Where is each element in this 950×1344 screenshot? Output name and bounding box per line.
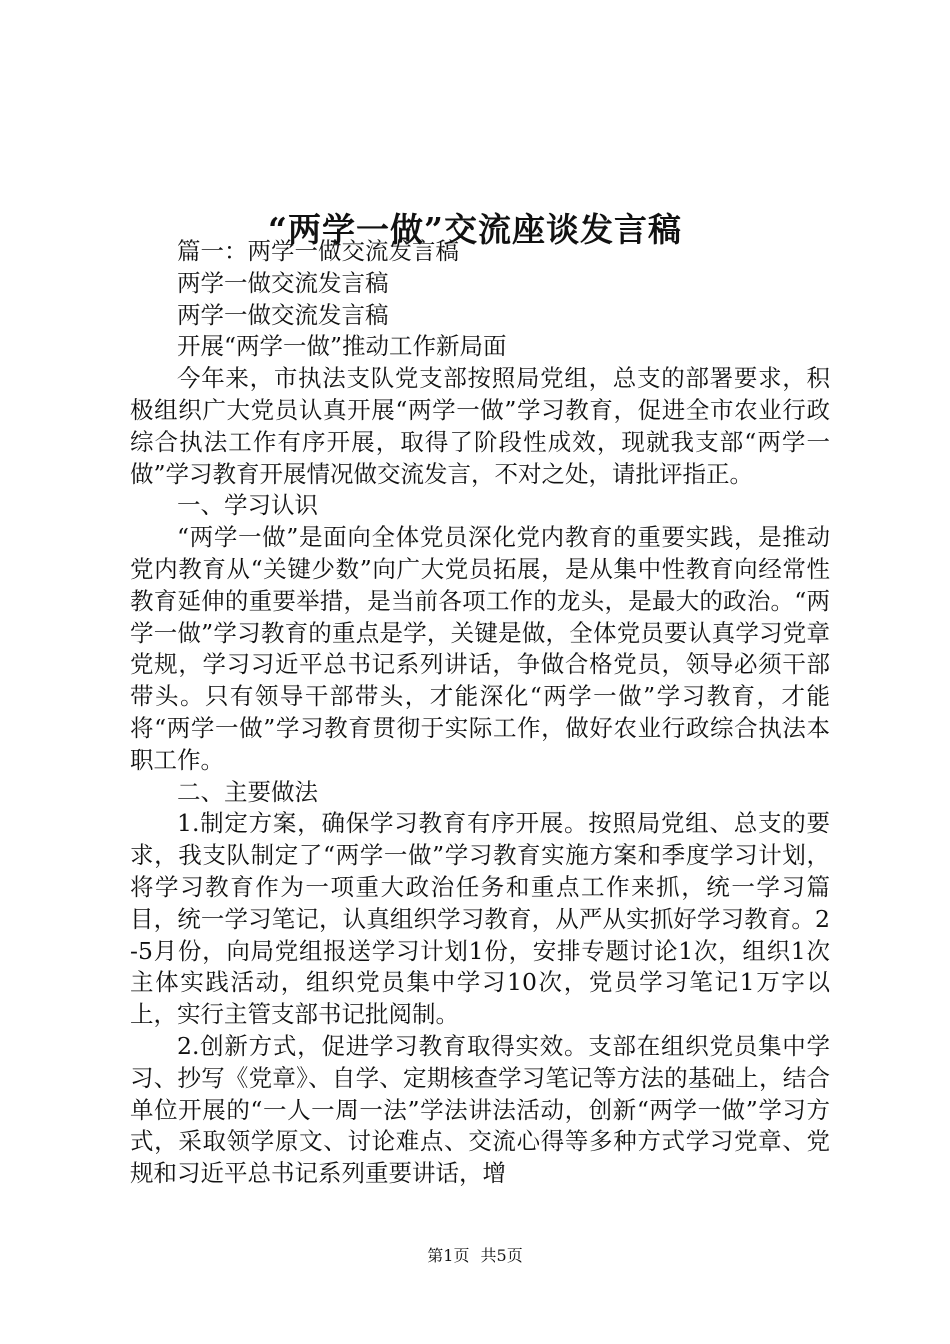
paragraph: 今年来，市执法支队党支部按照局党组，总支的部署要求，积极组织广大党员认真开展“两学一做”学习教育，促进全市农业行政综合执法工作有序开展，取得了阶段性成效，现就我支部“两学一做”学习教育开展情况做交流发言，不对之处，请批评指正。 [130,364,830,488]
section-heading: 一、学习认识 [177,491,318,520]
document-title: “两学一做”交流座谈发言稿 [268,210,682,250]
page-footer [0,1244,950,1268]
paragraph: 篇一：两学一做交流发言稿 [177,237,459,265]
paragraph: 两学一做交流发言稿 [177,268,389,297]
paragraph: 开展“两学一做”推动工作新局面 [177,332,507,361]
paragraph: 两学一做交流发言稿 [177,300,389,329]
page-total: 共5页 [480,1246,523,1265]
page-number: 第1页 [427,1246,470,1265]
paragraph: 2.创新方式，促进学习教育取得实效。支部在组织党员集中学习、抄写《党章》、自学、定期核查学习笔记等方法的基础上，结合单位开展的“一人一周一法”学法讲法活动，创新“两学一做”学习方式，采取领学原文、讨论难点、交流心得等多种方式学习党章、党规和习近平总书记系列重要讲话，增 [130,1031,830,1188]
document-body [130,236,830,1190]
section-heading: 二、主要做法 [177,777,318,806]
paragraph: 1.制定方案，确保学习教育有序开展。按照局党组、总支的要求，我支队制定了“两学一做”学习教育实施方案和季度学习计划，将学习教育作为一项重大政治任务和重点工作来抓，统一学习篇目，统一学习笔记，认真组织学习教育，从严从实抓好学习教育。2-5月份，向局党组报送学习计划1份，安排专题讨论1次，组织1次主体实践活动，组织党员集中学习10次，党员学习笔记1万字以上，实行主管支部书记批阅制。 [130,809,830,1029]
paragraph: “两学一做”是面向全体党员深化党内教育的重要实践，是推动党内教育从“关键少数”向广大党员拓展，是从集中性教育向经常性教育延伸的重要举措，是当前各项工作的龙头，是最大的政治。“两学一做”学习教育的重点是学，关键是做，全体党员要认真学习党章党规，学习习近平总书记系列讲话，争做合格党员，领导必须干部带头。只有领导干部带头，才能深化“两学一做”学习教育，才能将“两学一做”学习教育贯彻于实际工作，做好农业行政综合执法本职工作。 [130,523,830,774]
